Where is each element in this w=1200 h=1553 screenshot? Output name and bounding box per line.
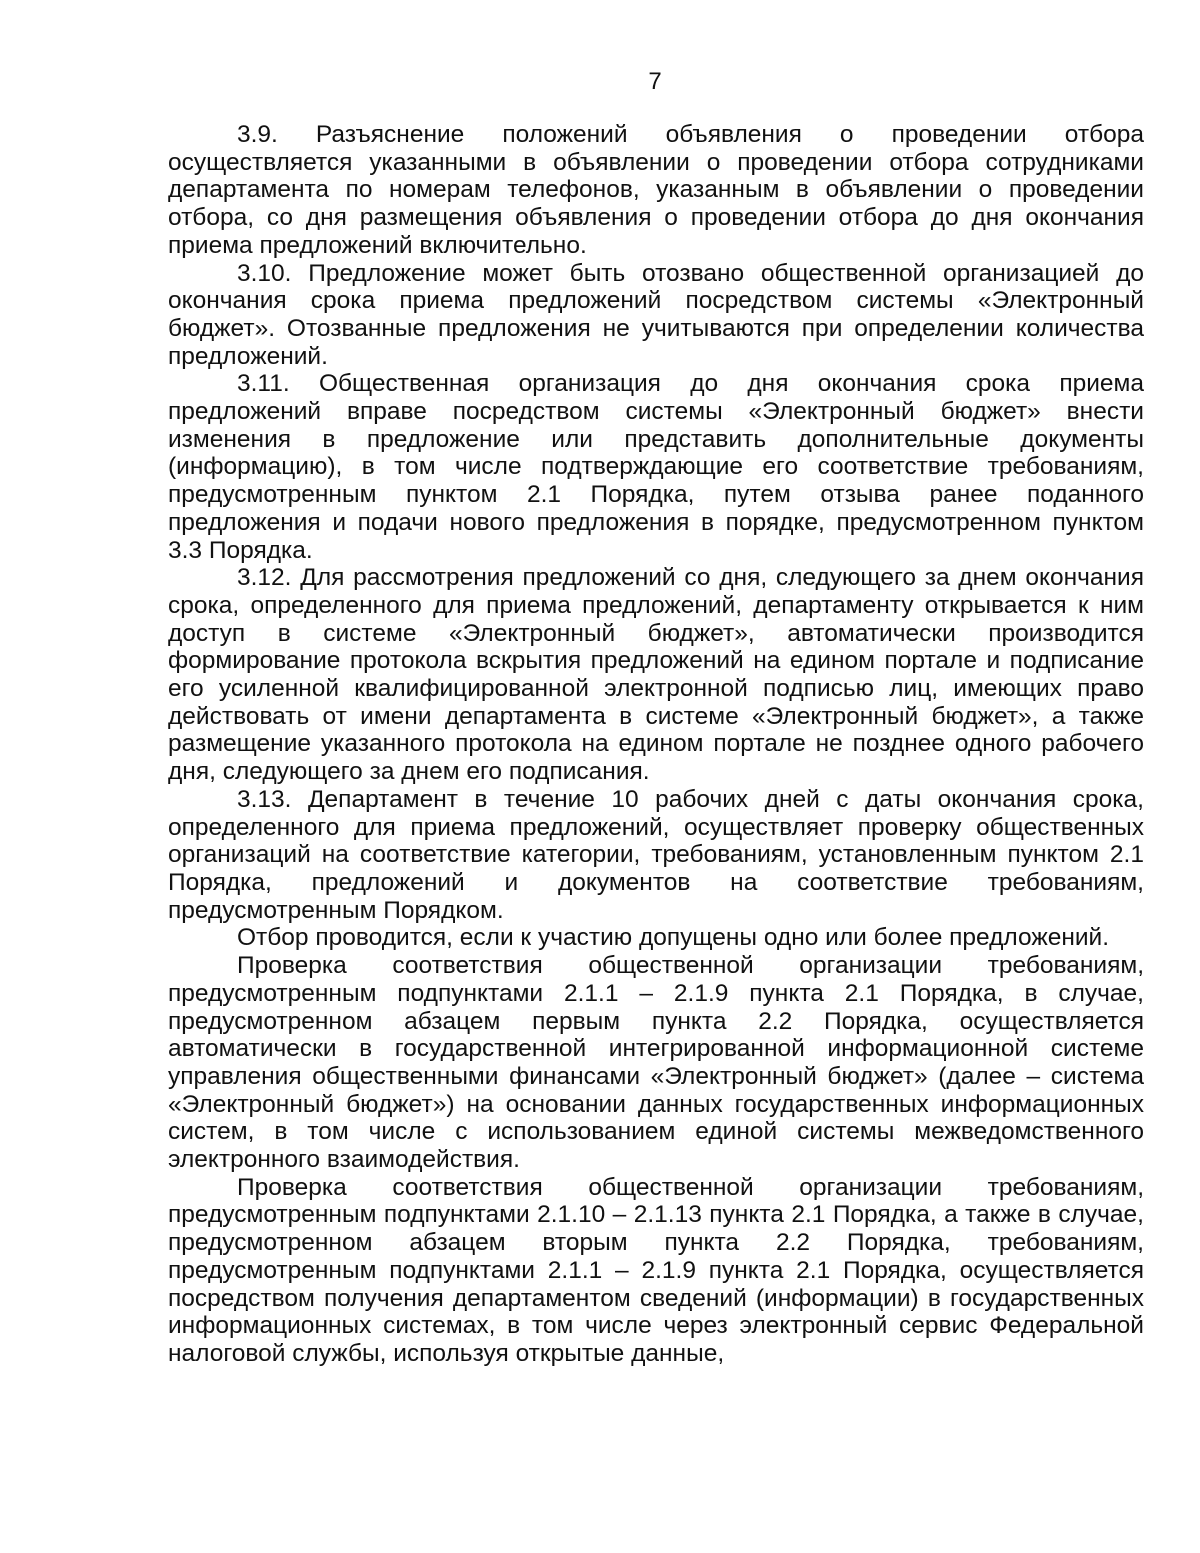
paragraph-3-9: 3.9. Разъяснение положений объявления о проведении отбора осуществляется указанными в объявлении о проведении отбора сотрудниками департамента по номерам телефонов, указанным в объявлении о проведении отбора, со дня размещения объявления о проведении отбора до дня окончания приема предложений включительно. <box>168 121 1144 259</box>
page-number: 7 <box>648 68 662 95</box>
paragraph-3-11: 3.11. Общественная организация до дня окончания срока приема предложений вправе посредством системы «Электронный бюджет» внести изменения в предложение или представить дополнительные документы (информацию), в том числе подтверждающие его соответствие требованиям, предусмотренным пунктом 2.1 Порядка, путем отзыва ранее поданного предложения и подачи нового предложения в порядке, предусмотренном пунктом 3.3 Порядка. <box>168 370 1144 564</box>
paragraph-automatic-check: Проверка соответствия общественной организации требованиям, предусмотренным подпунктами 2.1.1 – 2.1.9 пункта 2.1 Порядка, в случае, предусмотренном абзацем первым пункта 2.2 Порядка, осуществляется автоматически в государственной интегрированной информационной системе управления общественными финансами «Электронный бюджет» (далее – система «Электронный бюджет») на основании данных государственных информационных систем, в том числе с использованием единой системы межведомственного электронного взаимодействия. <box>168 952 1144 1174</box>
paragraph-selection-condition: Отбор проводится, если к участию допущены одно или более предложений. <box>237 924 1110 952</box>
paragraph-manual-check: Проверка соответствия общественной организации требованиям, предусмотренным подпунктами 2.1.10 – 2.1.13 пункта 2.1 Порядка, а также в случае, предусмотренном абзацем вторым пункта 2.2 Порядка, требованиям, предусмотренным подпунктами 2.1.1 – 2.1.9 пункта 2.1 Порядка, осуществляется посредством получения департаментом сведений (информации) в государственных информационных системах, в том числе через электронный сервис Федеральной налоговой службы, используя открытые данные, <box>168 1173 1144 1367</box>
paragraph-3-12: 3.12. Для рассмотрения предложений со дня, следующего за днем окончания срока, определенного для приема предложений, департаменту открывается к ним доступ в системе «Электронный бюджет», автоматически производится формирование протокола вскрытия предложений на едином портале и подписание его усиленной квалифицированной электронной подписью лиц, имеющих право действовать от имени департамента в системе «Электронный бюджет», а также размещение указанного протокола на едином портале не позднее одного рабочего дня, следующего за днем его подписания. <box>168 564 1144 786</box>
document-body <box>168 121 1144 1368</box>
paragraph-3-13: 3.13. Департамент в течение 10 рабочих дней с даты окончания срока, определенного для приема предложений, осуществляет проверку общественных организаций на соответствие категории, требованиям, установленным пунктом 2.1 Порядка, предложений и документов на соответствие требованиям, предусмотренным Порядком. <box>168 785 1144 924</box>
paragraph-3-10: 3.10. Предложение может быть отозвано общественной организацией до окончания срока приема предложений посредством системы «Электронный бюджет». Отозванные предложения не учитываются при определении количества предложений. <box>168 259 1144 370</box>
